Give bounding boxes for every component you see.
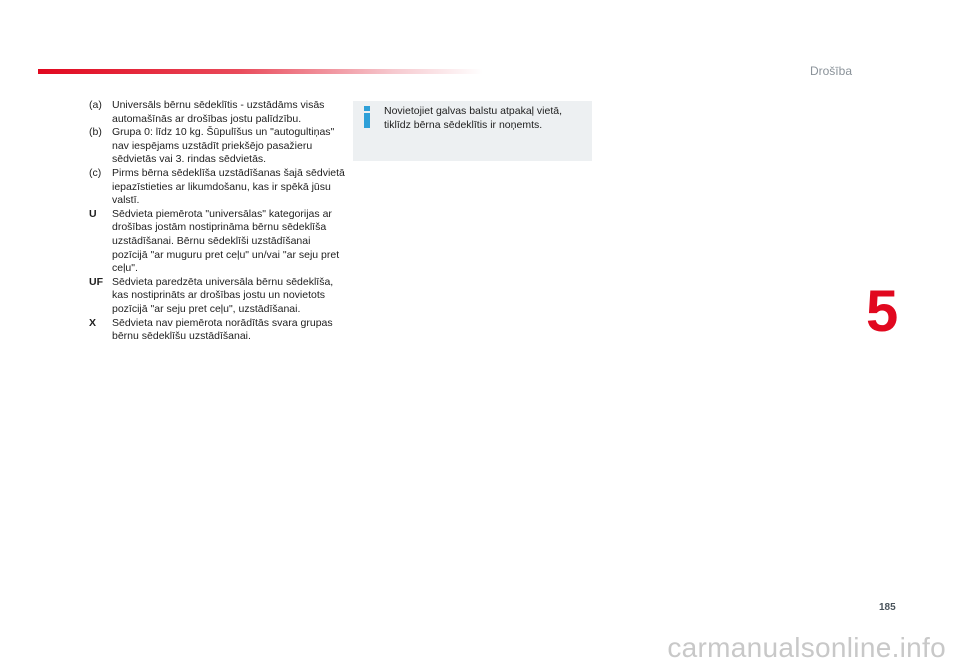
definition-key: UF [89, 275, 103, 288]
definition-key: U [89, 207, 97, 220]
definition-key: X [89, 316, 97, 329]
definition-key: (c) [89, 166, 102, 179]
definition-item [89, 276, 347, 317]
page-number: 185 [879, 602, 896, 613]
definition-item [89, 99, 347, 126]
definition-item [89, 317, 347, 344]
definition-text: Sēdvieta piemērota "universālas" kategorijas ar drošības jostām nostiprināma bērnu sēdeklīša uzstādīšanai. Bērnu sēdeklīši uzstādīšanai pozīcijā "ar muguru pret ceļu" un/vai "ar seju pret ceļu". [112, 207, 340, 275]
definition-item [89, 167, 347, 208]
section-title: Drošība [809, 64, 852, 78]
definition-item [89, 208, 347, 276]
definition-key: (a) [89, 99, 102, 111]
header-accent-bar [38, 69, 483, 74]
definition-text: Pirms bērna sēdeklīša uzstādīšanas šajā sēdvietā iepazīstieties ar likumdošanu, kas ir spēkā jūsu valstī. [112, 166, 345, 207]
definition-text: Sēdvieta paredzēta universāla bērnu sēdeklīša, kas nostiprināts ar drošības jostu un novietots pozīcijā "ar seju pret ceļu", uzstādīšanai. [112, 275, 334, 315]
definitions-list [89, 99, 347, 344]
definition-item [89, 126, 347, 167]
definition-text: Sēdvieta nav piemērota norādītās svara grupas bērnu sēdeklīšu uzstādīšanai. [112, 316, 333, 343]
info-icon [363, 106, 371, 128]
definition-text: Universāls bērnu sēdeklītis - uzstādāms visās automašīnās ar drošības jostu palīdzību. [112, 99, 325, 125]
definition-text: Grupa 0: līdz 10 kg. Šūpulīšus un "autogultiņas" nav iespējams uzstādīt priekšējo pasažieru sēdvietās vai 3. rindas sēdvietās. [112, 126, 335, 166]
info-note-text: Novietojiet galvas balstu atpakaļ vietā, tiklīdz bērna sēdeklītis ir noņemts. [384, 105, 563, 131]
definition-key: (b) [89, 126, 102, 139]
info-note-box [353, 101, 592, 161]
watermark: carmanualsonline.info [667, 632, 946, 663]
chapter-number: 5 [866, 279, 899, 344]
